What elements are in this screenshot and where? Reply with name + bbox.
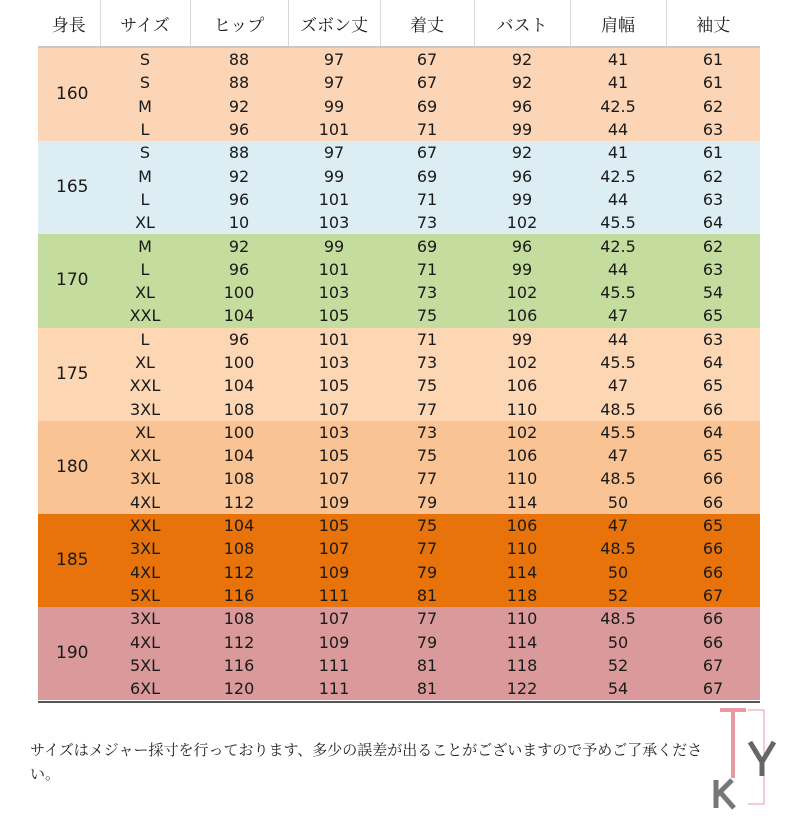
header-row [38, 0, 760, 47]
length-cell: 73 [416, 422, 438, 442]
length-cell: 69 [416, 96, 438, 116]
bust-cell: 118 [506, 655, 538, 675]
size-cell: XL [135, 283, 155, 303]
hip-cell: 92 [228, 166, 250, 186]
header-pants-length: ズボン丈 [288, 0, 380, 47]
bust-cell: 102 [506, 213, 538, 233]
table-row [38, 421, 760, 444]
hip-cell: 88 [228, 50, 250, 70]
bust-cell: 106 [506, 516, 538, 536]
hip-cell: 100 [223, 422, 255, 442]
size-cell: XL [135, 422, 155, 442]
logo-letter-y [750, 742, 774, 776]
table-row [38, 164, 760, 187]
size-cell: 5XL [129, 585, 161, 605]
bust-cell: 92 [511, 143, 533, 163]
size-cell: S [139, 143, 151, 163]
size-cell: L [140, 189, 150, 209]
sleeve-cell: 64 [702, 422, 724, 442]
shoulder-cell: 52 [607, 655, 629, 675]
size-cell: 6XL [129, 679, 161, 699]
pants-length-cell: 99 [323, 96, 345, 116]
size-cell: XXL [129, 516, 161, 536]
sleeve-cell: 62 [702, 166, 724, 186]
pants-length-cell: 99 [323, 166, 345, 186]
hip-cell: 104 [223, 376, 255, 396]
hip-cell: 96 [228, 329, 250, 349]
shoulder-cell: 44 [607, 259, 629, 279]
hip-cell: 92 [228, 96, 250, 116]
sleeve-cell: 63 [702, 329, 724, 349]
bust-cell: 106 [506, 306, 538, 326]
measurement-note: サイズはメジャー採寸を行っております、多少の誤差が出ることがございますので予めご了承ください。 [30, 741, 703, 783]
size-cell: XXL [129, 376, 161, 396]
length-cell: 69 [416, 166, 438, 186]
size-cell: XXL [129, 446, 161, 466]
shoulder-cell: 48.5 [600, 539, 636, 559]
size-table [38, 0, 760, 700]
pants-length-cell: 107 [318, 469, 350, 489]
pants-length-cell: 105 [318, 516, 350, 536]
hip-cell: 112 [223, 492, 255, 512]
sleeve-cell: 61 [702, 73, 724, 93]
bust-cell: 96 [511, 236, 533, 256]
sleeve-cell: 64 [702, 213, 724, 233]
hip-cell: 116 [223, 585, 255, 605]
shoulder-cell: 42.5 [600, 236, 636, 256]
hip-cell: 108 [223, 469, 255, 489]
shoulder-cell: 45.5 [600, 213, 636, 233]
sleeve-cell: 62 [702, 236, 724, 256]
pants-length-cell: 107 [318, 399, 350, 419]
bust-cell: 110 [506, 539, 538, 559]
size-cell: XXL [129, 306, 161, 326]
height-cell: 175 [56, 363, 89, 384]
shoulder-cell: 42.5 [600, 96, 636, 116]
size-cell: L [140, 259, 150, 279]
header-size: サイズ [100, 0, 190, 47]
table-row [38, 351, 760, 374]
table-row [38, 491, 760, 514]
sleeve-cell: 66 [702, 469, 724, 489]
sleeve-cell: 63 [702, 189, 724, 209]
hip-cell: 112 [223, 562, 255, 582]
table-row [38, 234, 760, 257]
shoulder-cell: 48.5 [600, 469, 636, 489]
hip-cell: 104 [223, 516, 255, 536]
shoulder-cell: 50 [607, 492, 629, 512]
shoulder-cell: 45.5 [600, 283, 636, 303]
table-row [38, 584, 760, 607]
pants-length-cell: 103 [318, 353, 350, 372]
size-cell: 4XL [129, 562, 161, 582]
header-length: 着丈 [380, 0, 474, 47]
sleeve-cell: 64 [702, 353, 724, 372]
table-row [38, 281, 760, 304]
bust-cell: 102 [506, 353, 538, 372]
bust-cell: 102 [506, 283, 538, 303]
hip-cell: 96 [228, 259, 250, 279]
hip-cell: 10 [228, 213, 250, 233]
pants-length-cell: 107 [318, 539, 350, 559]
shoulder-cell: 42.5 [600, 166, 636, 186]
table-row [38, 118, 760, 141]
sleeve-cell: 54 [702, 283, 724, 303]
size-cell: S [139, 50, 151, 70]
height-cell: 180 [56, 456, 89, 477]
table-row [38, 71, 760, 94]
sleeve-cell: 67 [702, 655, 724, 675]
length-cell: 71 [416, 189, 438, 209]
sleeve-cell: 65 [702, 516, 724, 536]
sleeve-cell: 66 [702, 539, 724, 559]
size-cell: 4XL [129, 492, 161, 512]
hip-cell: 104 [223, 446, 255, 466]
table-row [38, 47, 760, 71]
pants-length-cell: 111 [318, 585, 350, 605]
bust-cell: 102 [506, 422, 538, 442]
sleeve-cell: 66 [702, 632, 724, 652]
size-cell: M [138, 166, 152, 186]
height-cell: 160 [56, 84, 89, 105]
pants-length-cell: 101 [318, 189, 350, 209]
bust-cell: 114 [506, 632, 538, 652]
hip-cell: 112 [223, 632, 255, 652]
header-sleeve: 袖丈 [666, 0, 760, 47]
length-cell: 77 [416, 609, 438, 629]
table-row [38, 141, 760, 164]
size-cell: 3XL [129, 399, 161, 419]
hip-cell: 108 [223, 399, 255, 419]
bust-cell: 99 [511, 120, 533, 140]
bust-cell: 114 [506, 492, 538, 512]
table-row [38, 95, 760, 118]
pants-length-cell: 105 [318, 306, 350, 326]
length-cell: 77 [416, 539, 438, 559]
bust-cell: 118 [506, 585, 538, 605]
bust-cell: 110 [506, 469, 538, 489]
logo-letter-k [716, 780, 734, 808]
pants-length-cell: 97 [323, 73, 345, 93]
pants-length-cell: 103 [318, 422, 350, 442]
size-cell: L [140, 120, 150, 140]
length-cell: 75 [416, 516, 438, 536]
length-cell: 77 [416, 469, 438, 489]
pants-length-cell: 109 [318, 632, 350, 652]
pants-length-cell: 107 [318, 609, 350, 629]
table-bottom-border [38, 701, 760, 703]
bust-cell: 99 [511, 329, 533, 349]
size-cell: 3XL [129, 469, 161, 489]
height-cell: 170 [56, 270, 89, 291]
hip-cell: 88 [228, 143, 250, 163]
table-row [38, 607, 760, 630]
bust-cell: 114 [506, 562, 538, 582]
sleeve-cell: 63 [702, 120, 724, 140]
length-cell: 71 [416, 120, 438, 140]
size-cell: M [138, 96, 152, 116]
length-cell: 73 [416, 353, 438, 372]
sleeve-cell: 66 [702, 399, 724, 419]
shoulder-cell: 41 [607, 50, 629, 70]
table-body [38, 47, 760, 700]
hip-cell: 88 [228, 73, 250, 93]
sleeve-cell: 65 [702, 306, 724, 326]
hip-cell: 96 [228, 189, 250, 209]
table-row [38, 654, 760, 677]
shoulder-cell: 45.5 [600, 353, 636, 372]
table-row [38, 397, 760, 420]
pants-length-cell: 101 [318, 259, 350, 279]
hip-cell: 100 [223, 353, 255, 372]
length-cell: 71 [416, 329, 438, 349]
size-chart [38, 0, 760, 700]
hip-cell: 108 [223, 539, 255, 559]
length-cell: 79 [416, 632, 438, 652]
length-cell: 75 [416, 306, 438, 326]
shoulder-cell: 47 [607, 376, 629, 396]
table-row [38, 374, 760, 397]
pants-length-cell: 105 [318, 446, 350, 466]
length-cell: 79 [416, 562, 438, 582]
shoulder-cell: 47 [607, 306, 629, 326]
sleeve-cell: 65 [702, 376, 724, 396]
sleeve-cell: 65 [702, 446, 724, 466]
hip-cell: 120 [223, 679, 255, 699]
shoulder-cell: 48.5 [600, 609, 636, 629]
brand-logo [712, 700, 800, 833]
logo-bar-vertical [731, 708, 735, 778]
sleeve-cell: 67 [702, 679, 724, 699]
pants-length-cell: 101 [318, 329, 350, 349]
header-hip: ヒップ [190, 0, 288, 47]
length-cell: 75 [416, 446, 438, 466]
length-cell: 81 [416, 679, 438, 699]
pants-length-cell: 105 [318, 376, 350, 396]
bust-cell: 106 [506, 376, 538, 396]
pants-length-cell: 97 [323, 143, 345, 163]
table-row [38, 328, 760, 351]
sleeve-cell: 67 [702, 585, 724, 605]
size-cell: S [139, 73, 151, 93]
length-cell: 73 [416, 213, 438, 233]
hip-cell: 108 [223, 609, 255, 629]
length-cell: 67 [416, 143, 438, 163]
shoulder-cell: 41 [607, 73, 629, 93]
shoulder-cell: 47 [607, 446, 629, 466]
bust-cell: 106 [506, 446, 538, 466]
length-cell: 73 [416, 283, 438, 303]
sleeve-cell: 63 [702, 259, 724, 279]
sleeve-cell: 66 [702, 609, 724, 629]
shoulder-cell: 47 [607, 516, 629, 536]
table-row [38, 258, 760, 281]
length-cell: 81 [416, 655, 438, 675]
header-bust: バスト [474, 0, 570, 47]
sleeve-cell: 66 [702, 562, 724, 582]
sleeve-cell: 66 [702, 492, 724, 512]
hip-cell: 100 [223, 283, 255, 303]
bust-cell: 110 [506, 399, 538, 419]
bust-cell: 92 [511, 50, 533, 70]
height-cell: 185 [56, 550, 89, 571]
bust-cell: 122 [506, 679, 538, 699]
sleeve-cell: 61 [702, 143, 724, 163]
shoulder-cell: 45.5 [600, 422, 636, 442]
bust-cell: 110 [506, 609, 538, 629]
table-row [38, 444, 760, 467]
shoulder-cell: 50 [607, 632, 629, 652]
pants-length-cell: 99 [323, 236, 345, 256]
hip-cell: 104 [223, 306, 255, 326]
length-cell: 67 [416, 73, 438, 93]
table-row [38, 561, 760, 584]
pants-length-cell: 97 [323, 50, 345, 70]
header-shoulder: 肩幅 [570, 0, 666, 47]
shoulder-cell: 50 [607, 562, 629, 582]
hip-cell: 116 [223, 655, 255, 675]
length-cell: 79 [416, 492, 438, 512]
pants-length-cell: 103 [318, 283, 350, 303]
size-cell: 4XL [129, 632, 161, 652]
size-cell: 3XL [129, 539, 161, 559]
size-cell: 3XL [129, 609, 161, 629]
sleeve-cell: 61 [702, 50, 724, 70]
size-cell: XL [135, 353, 155, 372]
height-cell: 165 [56, 177, 89, 198]
table-row [38, 537, 760, 560]
bust-cell: 99 [511, 189, 533, 209]
table-row [38, 467, 760, 490]
table-row [38, 630, 760, 653]
length-cell: 67 [416, 50, 438, 70]
shoulder-cell: 44 [607, 189, 629, 209]
hip-cell: 96 [228, 120, 250, 140]
table-row [38, 514, 760, 537]
length-cell: 77 [416, 399, 438, 419]
shoulder-cell: 44 [607, 329, 629, 349]
size-cell: 5XL [129, 655, 161, 675]
shoulder-cell: 54 [607, 679, 629, 699]
table-row [38, 304, 760, 327]
table-row [38, 211, 760, 234]
shoulder-cell: 52 [607, 585, 629, 605]
pants-length-cell: 103 [318, 213, 350, 233]
height-cell: 190 [56, 643, 89, 664]
size-cell: M [138, 236, 152, 256]
header-height: 身長 [38, 0, 100, 47]
bust-cell: 96 [511, 96, 533, 116]
pants-length-cell: 101 [318, 120, 350, 140]
bust-cell: 92 [511, 73, 533, 93]
table-row [38, 677, 760, 700]
table-row [38, 188, 760, 211]
sleeve-cell: 62 [702, 96, 724, 116]
pants-length-cell: 109 [318, 492, 350, 512]
length-cell: 75 [416, 376, 438, 396]
shoulder-cell: 41 [607, 143, 629, 163]
pants-length-cell: 111 [318, 679, 350, 699]
shoulder-cell: 44 [607, 120, 629, 140]
ky-logo-icon [712, 700, 800, 833]
pants-length-cell: 109 [318, 562, 350, 582]
bust-cell: 99 [511, 259, 533, 279]
length-cell: 81 [416, 585, 438, 605]
shoulder-cell: 48.5 [600, 399, 636, 419]
size-cell: XL [135, 213, 155, 233]
bust-cell: 96 [511, 166, 533, 186]
length-cell: 71 [416, 259, 438, 279]
length-cell: 69 [416, 236, 438, 256]
size-cell: L [140, 329, 150, 349]
hip-cell: 92 [228, 236, 250, 256]
pants-length-cell: 111 [318, 655, 350, 675]
